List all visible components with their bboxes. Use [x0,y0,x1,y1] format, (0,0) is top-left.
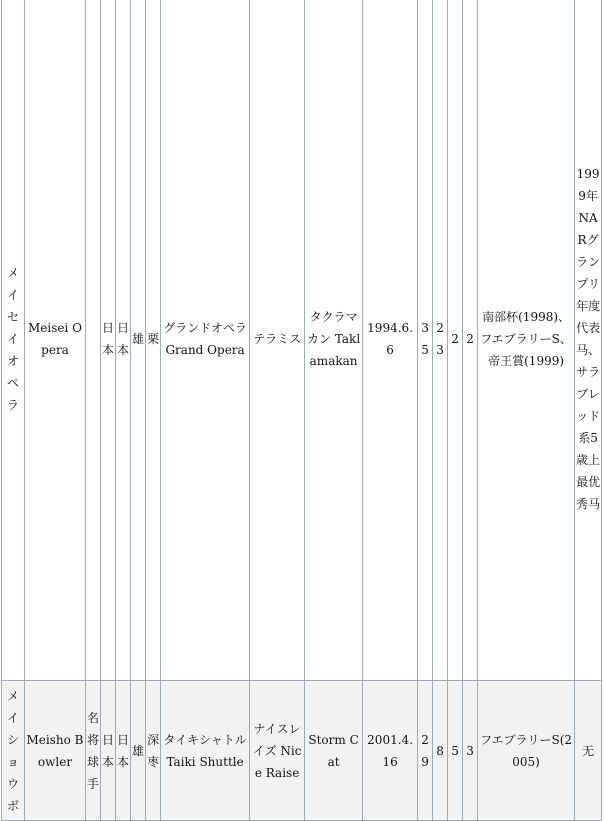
starts-cell: 29 [418,681,433,821]
breeding-country-cell: 日本 [101,0,116,681]
dam-cell: ナイスレイズ Nice Raise [250,681,305,821]
horse-name-en-cell: Meisei Opera [25,0,86,681]
wins-cell: 23 [433,0,448,681]
sire-cell: タイキシャトル Taiki Shuttle [161,681,250,821]
broodmare-sire-cell: Storm Cat [305,681,363,821]
horse-alias-cell [86,0,101,681]
color-cell: 深枣 [146,681,161,821]
color-cell: 栗 [146,0,161,681]
wins-cell: 8 [433,681,448,821]
table-row [2,0,602,681]
broodmare-sire-cell: タクラマカン Taklamakan [305,0,363,681]
col-a-cell: 2 [448,0,463,681]
col-b-cell: 2 [463,0,478,681]
breeding-country-cell: 日本 [101,681,116,821]
sex-cell: 雄 [131,0,146,681]
starts-cell: 35 [418,0,433,681]
awards-cell: 无 [575,681,602,821]
birth-date-cell: 2001.4.16 [363,681,418,821]
country-cell: 日本 [116,0,131,681]
horse-name-cell: メイセイオペラ [2,0,25,681]
dam-cell: テラミス [250,0,305,681]
major-wins-cell: 南部杯(1998)、フエブラリーS、帝王賞(1999) [478,0,575,681]
horse-alias-cell: 名将球手 [86,681,101,821]
country-cell: 日本 [116,681,131,821]
sex-cell: 雄 [131,681,146,821]
sire-cell: グランドオペラ Grand Opera [161,0,250,681]
horse-name-cell: メイショウボ [2,681,25,821]
horse-data-table [1,0,602,821]
col-a-cell: 5 [448,681,463,821]
col-b-cell: 3 [463,681,478,821]
table-row [2,681,602,821]
major-wins-cell: フエブラリーS(2005) [478,681,575,821]
birth-date-cell: 1994.6.6 [363,0,418,681]
horse-name-en-cell: Meisho Bowler [25,681,86,821]
awards-cell: 1999年NARグランプリ年度代表马、サラブレッド系5歳上最优秀马 [575,0,602,681]
